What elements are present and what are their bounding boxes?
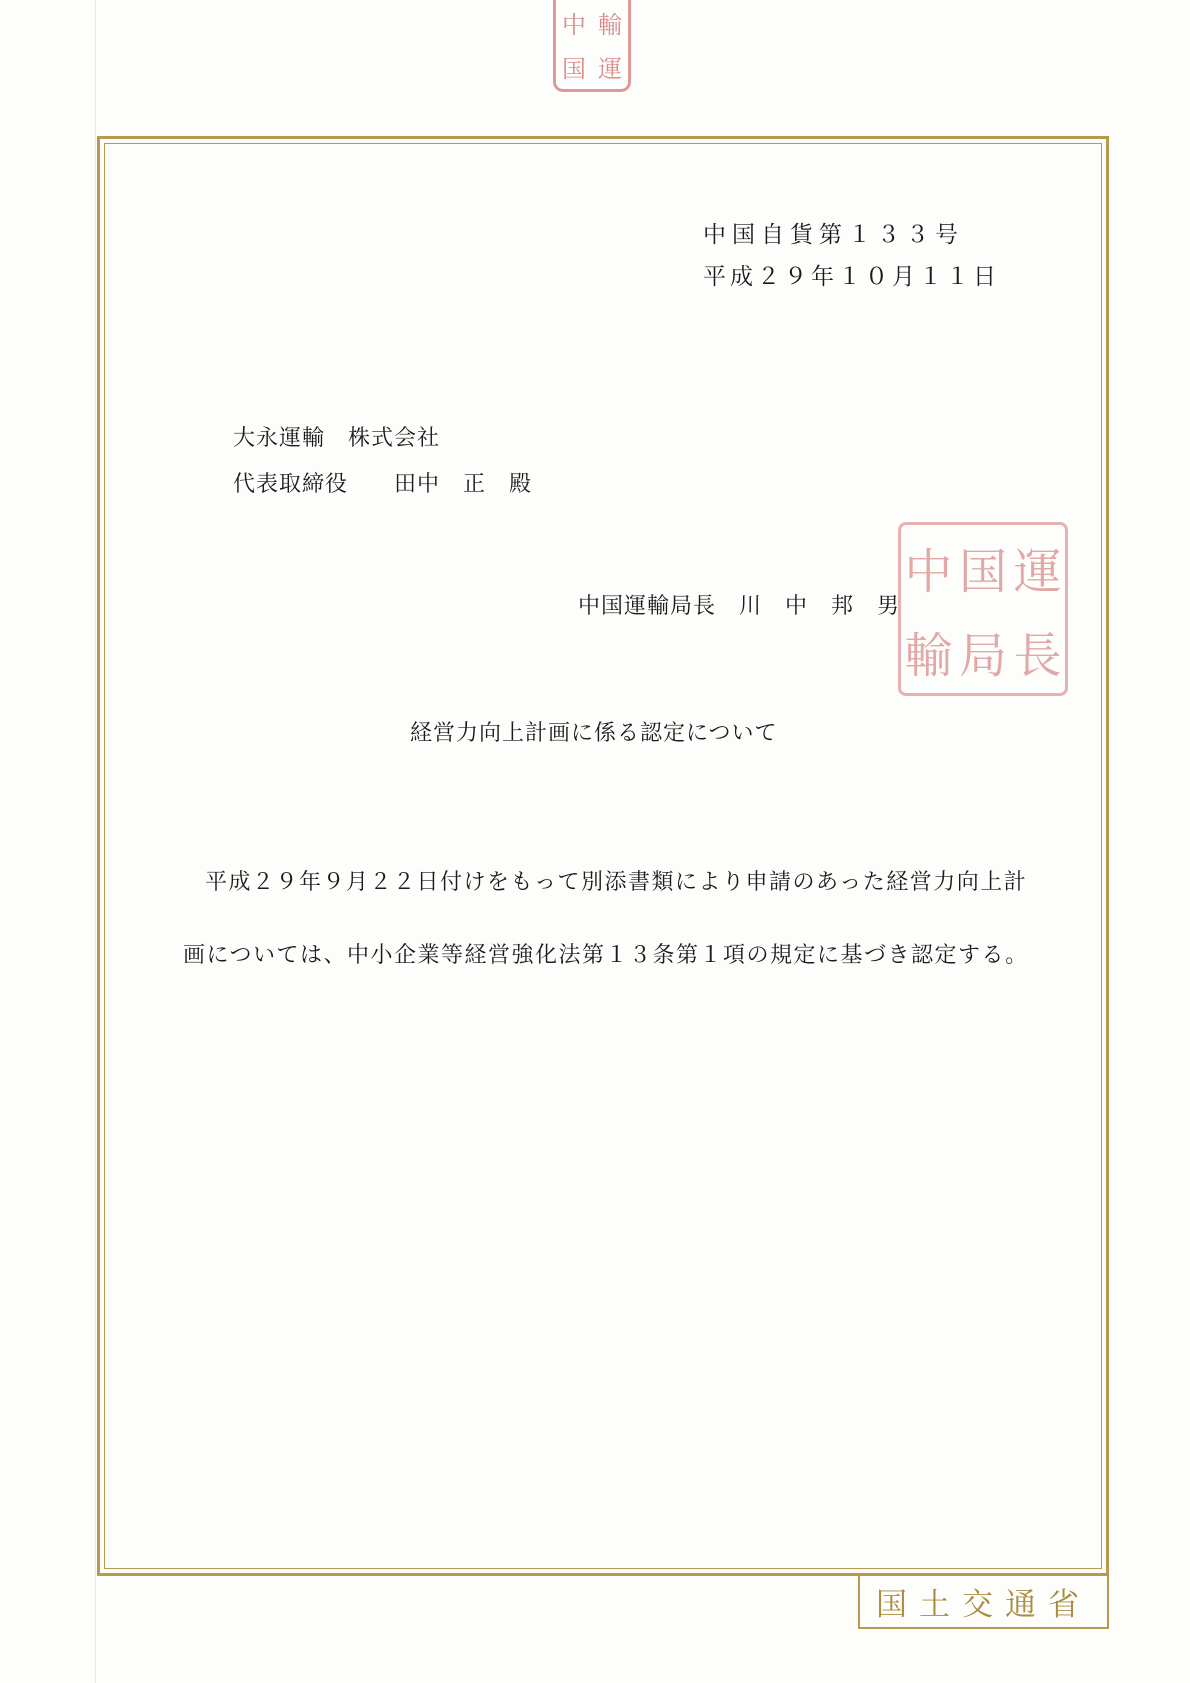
document-body: 平成２９年９月２２日付けをもって別添書類により申請のあった経営力向上計画については、中小企業等経営強化法第１３条第１項の規定に基づき認定する。	[183, 870, 1029, 968]
document-number: 中国自貨第１３３号	[703, 222, 964, 248]
seal-char: 輸	[598, 10, 622, 39]
seal-char: 輸	[904, 627, 953, 684]
addressee-representative: 代表取締役 田中 正 殿	[233, 472, 533, 497]
document-subject: 経営力向上計画に係る認定について	[410, 721, 778, 746]
sender-title: 中国運輸局長 川 中 邦 男	[578, 594, 901, 619]
seal-char: 中	[562, 10, 586, 39]
document-date: 平成２９年１０月１１日	[703, 264, 1000, 290]
seal-char: 運	[1013, 543, 1062, 600]
official-seal-top	[553, 0, 631, 92]
seal-char: 長	[1013, 627, 1062, 684]
official-seal-bureau	[898, 522, 1068, 696]
seal-char: 中	[904, 543, 953, 600]
addressee-company: 大永運輸 株式会社	[233, 426, 441, 451]
seal-char: 局	[958, 627, 1007, 684]
page-fold-line	[95, 0, 96, 1683]
ministry-footer	[858, 1575, 1109, 1629]
seal-char: 国	[562, 55, 586, 84]
seal-char: 国	[958, 543, 1007, 600]
seal-char: 運	[598, 55, 622, 84]
ministry-name: 国土交通省	[876, 1586, 1091, 1623]
